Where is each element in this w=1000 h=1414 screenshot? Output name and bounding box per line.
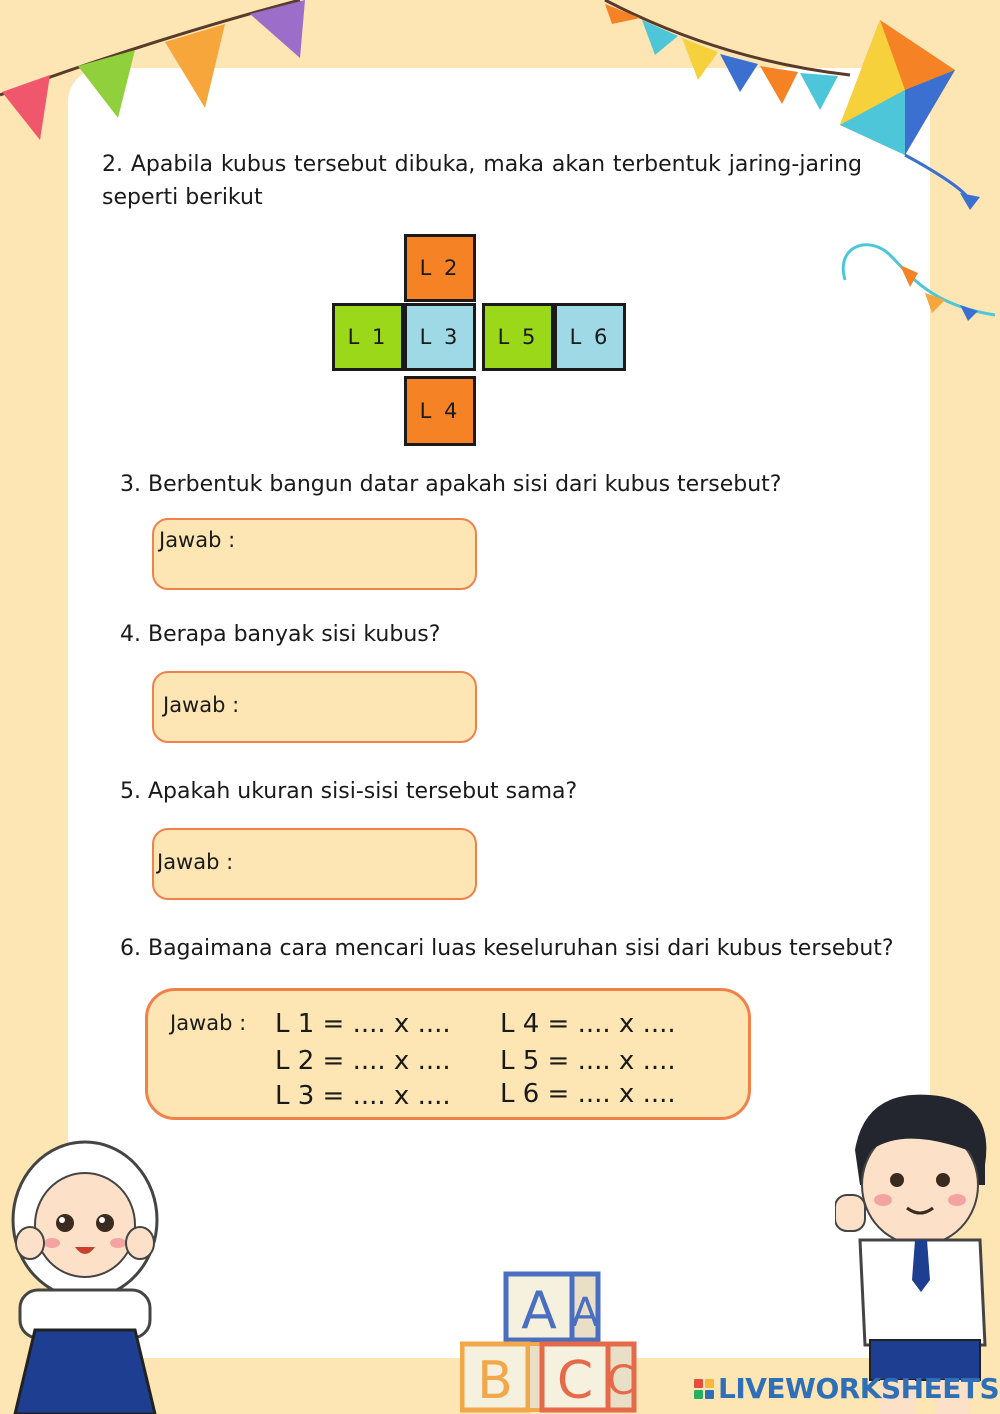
answer-label: Jawab : xyxy=(157,850,234,874)
block-letter-c: C xyxy=(556,1351,594,1411)
answer-label: Jawab : xyxy=(159,528,236,552)
net-face-l4: L 4 xyxy=(404,376,476,446)
formula-l6: L 6 = .... x .... xyxy=(500,1079,676,1109)
net-face-l5: L 5 xyxy=(482,303,554,371)
net-face-l3: L 3 xyxy=(404,303,476,371)
formula-l5: L 5 = .... x .... xyxy=(500,1046,676,1076)
net-face-l6: L 6 xyxy=(554,303,626,371)
question-6: 6. Bagaimana cara mencari luas keseluruhan sisi dari kubus tersebut? xyxy=(120,936,894,961)
girl-illustration xyxy=(0,1125,170,1414)
watermark-text: LIVEWORKSHEETS xyxy=(718,1372,1000,1405)
question-2: 2. Apabila kubus tersebut dibuka, maka akan terbentuk jaring-jaring seperti berikut xyxy=(102,152,862,210)
formula-l4: L 4 = .... x .... xyxy=(500,1009,676,1039)
question-4: 4. Berapa banyak sisi kubus? xyxy=(120,622,441,647)
formula-l1: L 1 = .... x .... xyxy=(275,1009,451,1039)
block-letter-a: A xyxy=(521,1281,557,1341)
abc-blocks-illustration xyxy=(460,1270,640,1414)
answer-box-3[interactable] xyxy=(152,518,477,590)
boy-illustration xyxy=(835,1090,1000,1414)
answer-label: Jawab : xyxy=(170,1011,247,1035)
answer-label: Jawab : xyxy=(163,693,240,717)
block-letter-b: B xyxy=(477,1351,513,1411)
answer-box-4[interactable] xyxy=(152,671,477,743)
block-letter-a-side: A xyxy=(571,1290,599,1336)
answer-box-5[interactable] xyxy=(152,828,477,900)
net-face-l2: L 2 xyxy=(404,234,476,302)
net-face-l1: L 1 xyxy=(332,303,404,371)
question-5: 5. Apakah ukuran sisi-sisi tersebut sama? xyxy=(120,779,578,804)
liveworksheets-logo-icon xyxy=(694,1379,714,1399)
formula-l3: L 3 = .... x .... xyxy=(275,1081,451,1111)
answer-box-6[interactable] xyxy=(145,988,751,1120)
formula-l2: L 2 = .... x .... xyxy=(275,1046,451,1076)
liveworksheets-watermark[interactable] xyxy=(694,1372,999,1405)
question-3: 3. Berbentuk bangun datar apakah sisi dari kubus tersebut? xyxy=(120,472,782,497)
block-letter-c-side: C xyxy=(607,1358,635,1404)
